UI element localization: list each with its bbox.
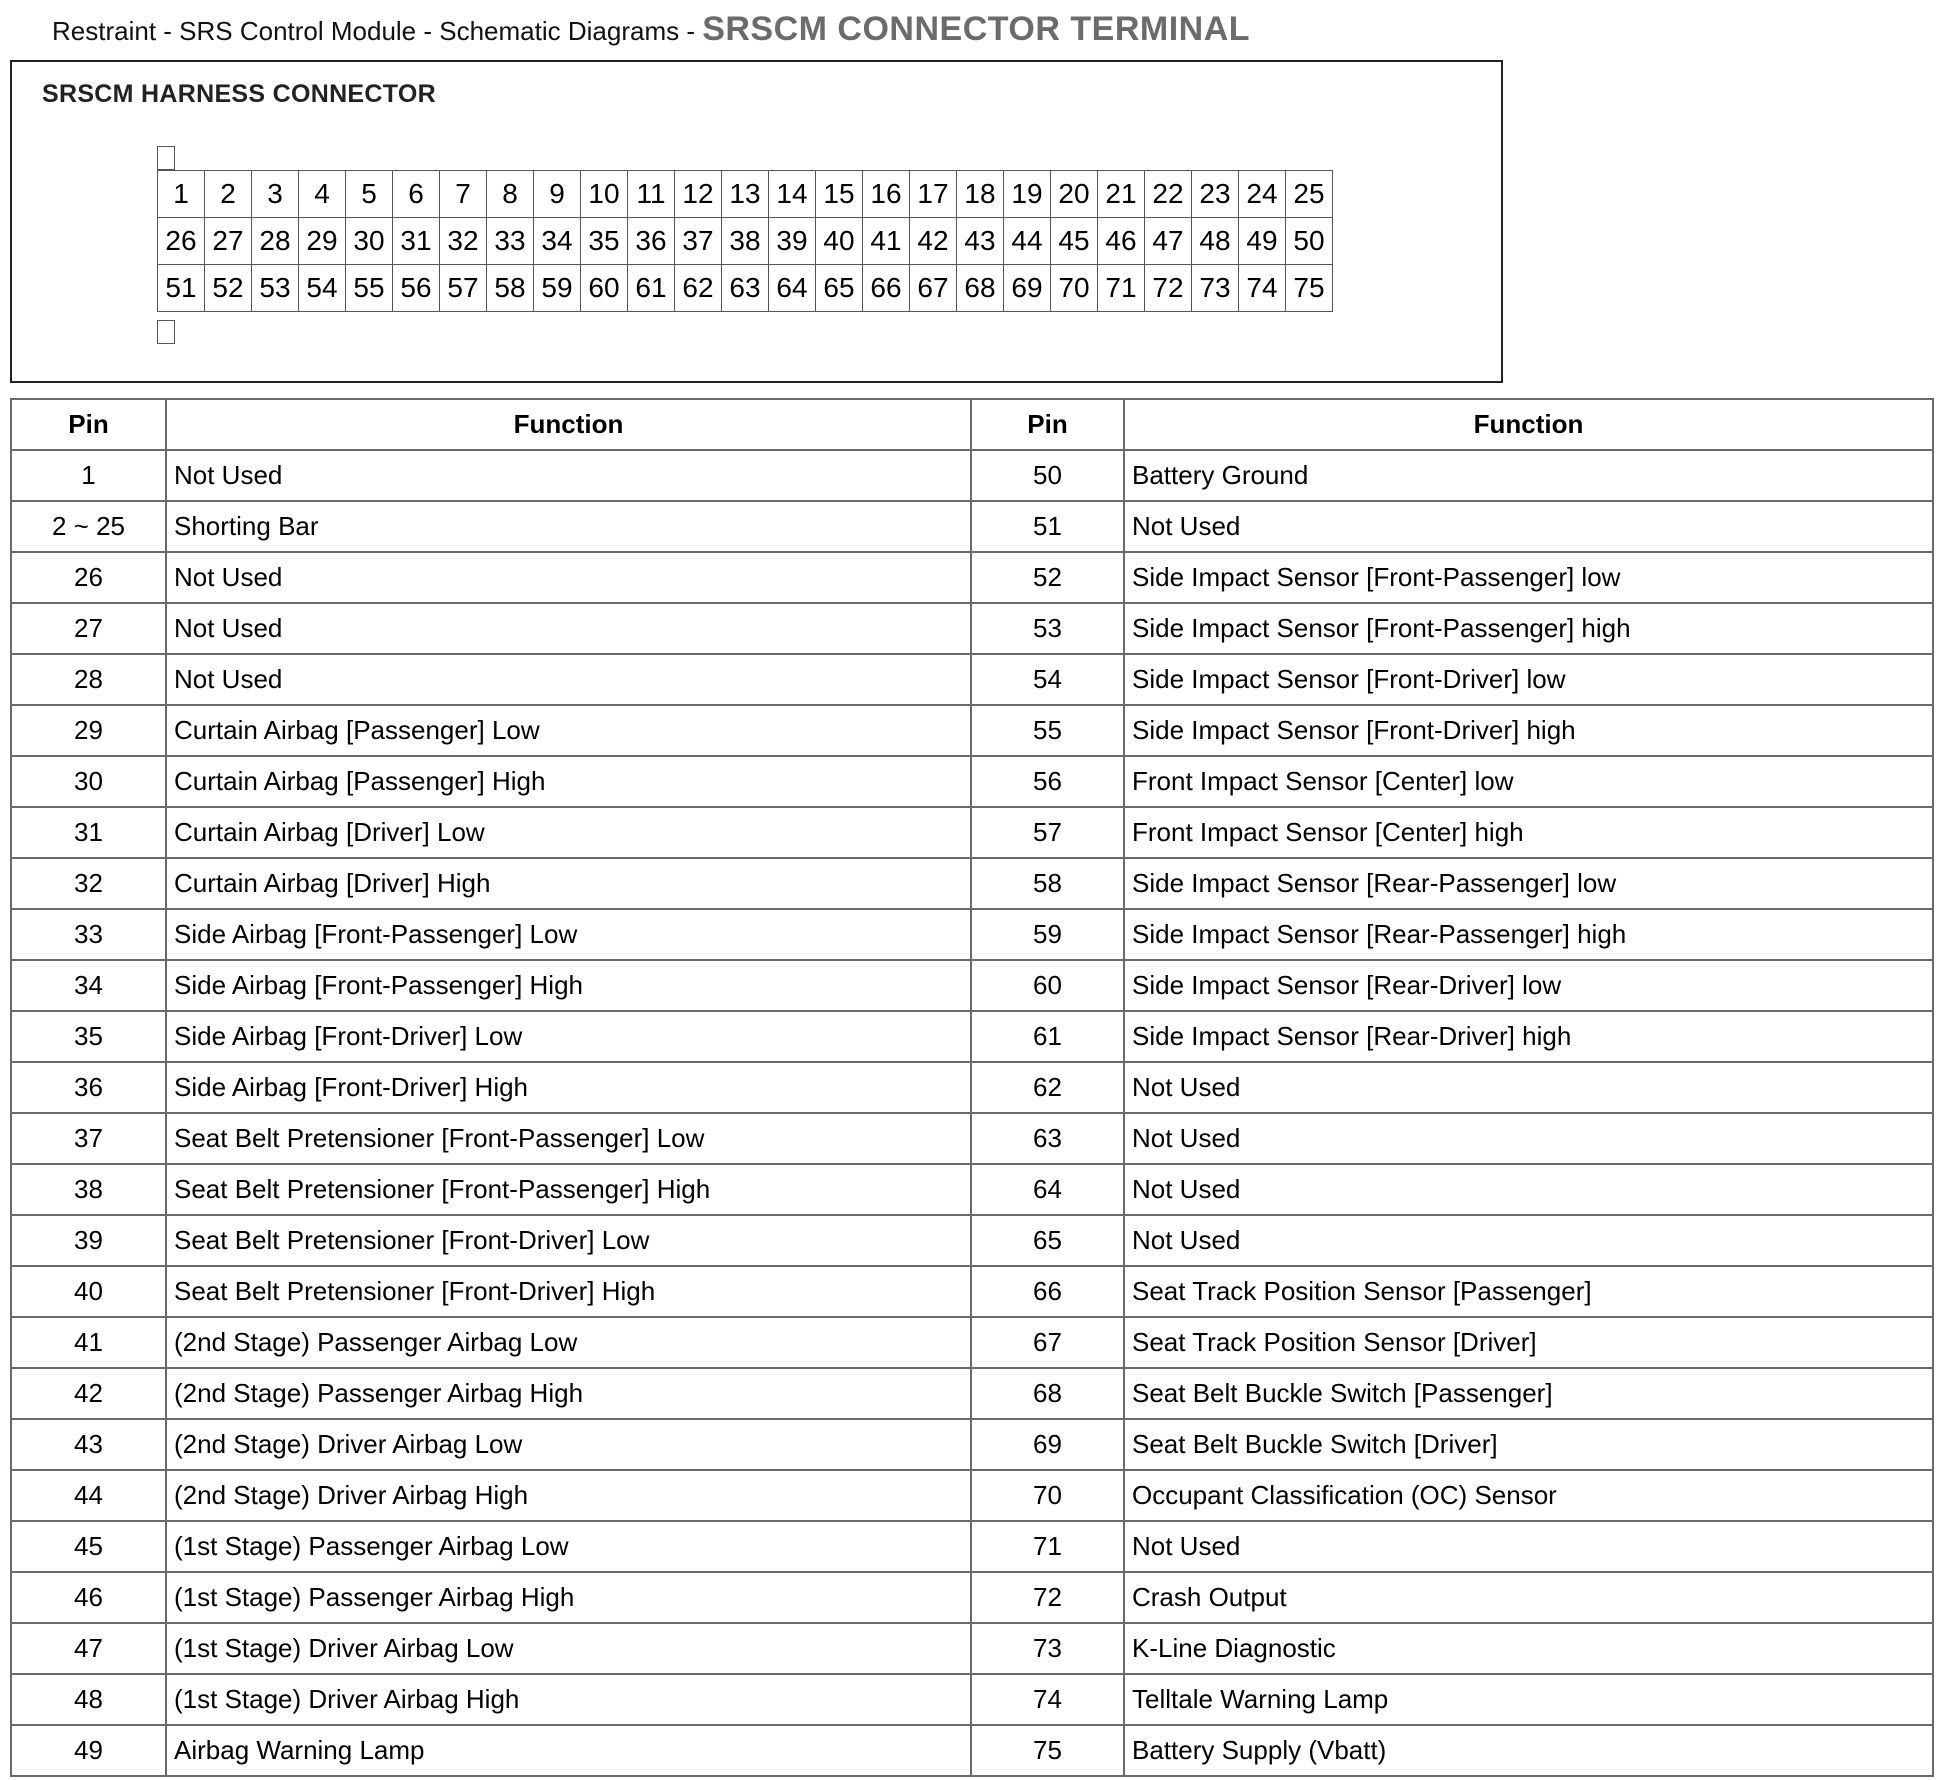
pin-number: 54 [971, 654, 1124, 705]
pin-function: Seat Belt Pretensioner [Front-Passenger] High [166, 1164, 971, 1215]
connector-pin: 31 [393, 218, 440, 265]
connector-pin: 8 [487, 171, 534, 218]
connector-pin: 4 [299, 171, 346, 218]
pin-number: 2 ~ 25 [11, 501, 166, 552]
pin-function-table [10, 398, 1934, 1777]
connector-pin-row [158, 171, 1333, 218]
column-header-pin: Pin [971, 399, 1124, 450]
pin-function: Telltale Warning Lamp [1124, 1674, 1933, 1725]
pin-function: (2nd Stage) Passenger Airbag Low [166, 1317, 971, 1368]
pin-number: 67 [971, 1317, 1124, 1368]
pin-function: Side Impact Sensor [Front-Passenger] high [1124, 603, 1933, 654]
connector-pin: 9 [534, 171, 581, 218]
pin-function: (2nd Stage) Passenger Airbag High [166, 1368, 971, 1419]
pin-number: 42 [11, 1368, 166, 1419]
pin-function: Side Impact Sensor [Rear-Passenger] low [1124, 858, 1933, 909]
pin-number: 72 [971, 1572, 1124, 1623]
table-row [11, 1725, 1933, 1776]
pin-function: Side Impact Sensor [Front-Driver] low [1124, 654, 1933, 705]
pin-number: 36 [11, 1062, 166, 1113]
column-header-function: Function [1124, 399, 1933, 450]
connector-pin: 67 [910, 265, 957, 312]
pin-function: Side Impact Sensor [Rear-Driver] high [1124, 1011, 1933, 1062]
table-row [11, 1521, 1933, 1572]
pin-function: Side Impact Sensor [Rear-Passenger] high [1124, 909, 1933, 960]
table-row [11, 1572, 1933, 1623]
connector-pin: 57 [440, 265, 487, 312]
table-row [11, 858, 1933, 909]
connector-pin: 44 [1004, 218, 1051, 265]
connector-pin: 53 [252, 265, 299, 312]
connector-pin: 66 [863, 265, 910, 312]
connector-pin: 54 [299, 265, 346, 312]
connector-pin: 6 [393, 171, 440, 218]
pin-number: 58 [971, 858, 1124, 909]
pin-function: Occupant Classification (OC) Sensor [1124, 1470, 1933, 1521]
pin-number: 68 [971, 1368, 1124, 1419]
pin-function: Side Airbag [Front-Passenger] Low [166, 909, 971, 960]
connector-pin: 59 [534, 265, 581, 312]
page-header [52, 10, 1250, 49]
connector-pin: 46 [1098, 218, 1145, 265]
pin-function: (2nd Stage) Driver Airbag High [166, 1470, 971, 1521]
connector-pin: 58 [487, 265, 534, 312]
table-row [11, 1113, 1933, 1164]
pin-function: Front Impact Sensor [Center] low [1124, 756, 1933, 807]
pin-number: 73 [971, 1623, 1124, 1674]
pin-function: Front Impact Sensor [Center] high [1124, 807, 1933, 858]
pin-number: 34 [11, 960, 166, 1011]
column-header-pin: Pin [11, 399, 166, 450]
connector-pin: 52 [205, 265, 252, 312]
connector-pin: 5 [346, 171, 393, 218]
table-row [11, 1317, 1933, 1368]
pin-function: Crash Output [1124, 1572, 1933, 1623]
connector-pin: 3 [252, 171, 299, 218]
connector-pin: 28 [252, 218, 299, 265]
table-row [11, 1368, 1933, 1419]
pin-function: Not Used [1124, 1113, 1933, 1164]
connector-pin: 61 [628, 265, 675, 312]
connector-pin: 41 [863, 218, 910, 265]
pin-function: Not Used [1124, 1062, 1933, 1113]
connector-pin: 10 [581, 171, 628, 218]
pin-function: K-Line Diagnostic [1124, 1623, 1933, 1674]
pin-number: 52 [971, 552, 1124, 603]
connector-pin: 42 [910, 218, 957, 265]
pin-function: Seat Track Position Sensor [Passenger] [1124, 1266, 1933, 1317]
connector-pin: 33 [487, 218, 534, 265]
pin-function: Side Impact Sensor [Front-Passenger] low [1124, 552, 1933, 603]
connector-pin: 30 [346, 218, 393, 265]
table-row [11, 1419, 1933, 1470]
pin-number: 33 [11, 909, 166, 960]
pin-number: 69 [971, 1419, 1124, 1470]
table-row [11, 960, 1933, 1011]
pin-number: 37 [11, 1113, 166, 1164]
connector-pin: 40 [816, 218, 863, 265]
connector-pin: 60 [581, 265, 628, 312]
connector-pin: 45 [1051, 218, 1098, 265]
connector-pin: 20 [1051, 171, 1098, 218]
table-row [11, 756, 1933, 807]
table-row [11, 1062, 1933, 1113]
pin-number: 65 [971, 1215, 1124, 1266]
pin-function: Seat Belt Pretensioner [Front-Driver] Low [166, 1215, 971, 1266]
connector-pin: 48 [1192, 218, 1239, 265]
pin-function: Side Impact Sensor [Front-Driver] high [1124, 705, 1933, 756]
pin-function: Not Used [166, 552, 971, 603]
connector-pin: 49 [1239, 218, 1286, 265]
pin-number: 50 [971, 450, 1124, 501]
pin-number: 35 [11, 1011, 166, 1062]
pin-function: Battery Ground [1124, 450, 1933, 501]
pin-number: 1 [11, 450, 166, 501]
table-row [11, 1164, 1933, 1215]
pin-number: 60 [971, 960, 1124, 1011]
pin-number: 30 [11, 756, 166, 807]
connector-pin: 43 [957, 218, 1004, 265]
pin-function: Not Used [1124, 501, 1933, 552]
pin-function: Airbag Warning Lamp [166, 1725, 971, 1776]
connector-pin: 14 [769, 171, 816, 218]
page-title: SRSCM CONNECTOR TERMINAL [702, 10, 1251, 48]
connector-pin: 50 [1286, 218, 1333, 265]
connector-pin: 51 [158, 265, 205, 312]
connector-pin: 35 [581, 218, 628, 265]
table-row [11, 1266, 1933, 1317]
pin-number: 48 [11, 1674, 166, 1725]
pin-number: 59 [971, 909, 1124, 960]
pin-function: Not Used [166, 603, 971, 654]
pin-function: (1st Stage) Passenger Airbag Low [166, 1521, 971, 1572]
connector-pin: 19 [1004, 171, 1051, 218]
connector-pin: 2 [205, 171, 252, 218]
connector-pin: 36 [628, 218, 675, 265]
pin-function: Curtain Airbag [Driver] Low [166, 807, 971, 858]
connector-pin: 72 [1145, 265, 1192, 312]
pin-number: 53 [971, 603, 1124, 654]
pin-number: 57 [971, 807, 1124, 858]
connector-pin: 16 [863, 171, 910, 218]
pin-number: 29 [11, 705, 166, 756]
connector-pin: 62 [675, 265, 722, 312]
table-row [11, 807, 1933, 858]
pin-function: Side Airbag [Front-Passenger] High [166, 960, 971, 1011]
pin-number: 26 [11, 552, 166, 603]
pin-number: 70 [971, 1470, 1124, 1521]
pin-number: 51 [971, 501, 1124, 552]
pin-function: Not Used [1124, 1215, 1933, 1266]
connector-pin: 55 [346, 265, 393, 312]
pin-number: 64 [971, 1164, 1124, 1215]
connector-latch-top [157, 146, 175, 170]
connector-pin: 34 [534, 218, 581, 265]
connector-pin: 1 [158, 171, 205, 218]
pin-function: Seat Belt Pretensioner [Front-Passenger] Low [166, 1113, 971, 1164]
connector-label: SRSCM HARNESS CONNECTOR [42, 80, 436, 108]
table-row [11, 1674, 1933, 1725]
pin-number: 44 [11, 1470, 166, 1521]
connector-diagram-panel [10, 60, 1503, 383]
table-row [11, 603, 1933, 654]
pin-function: Seat Belt Pretensioner [Front-Driver] High [166, 1266, 971, 1317]
connector-pin: 23 [1192, 171, 1239, 218]
connector-pin: 29 [299, 218, 346, 265]
connector-pin: 65 [816, 265, 863, 312]
pin-number: 74 [971, 1674, 1124, 1725]
pin-number: 62 [971, 1062, 1124, 1113]
connector-pin: 71 [1098, 265, 1145, 312]
connector-pin: 64 [769, 265, 816, 312]
connector-pin: 47 [1145, 218, 1192, 265]
pin-number: 61 [971, 1011, 1124, 1062]
pin-number: 43 [11, 1419, 166, 1470]
connector-pin: 13 [722, 171, 769, 218]
connector-pin: 22 [1145, 171, 1192, 218]
pin-number: 47 [11, 1623, 166, 1674]
table-row [11, 909, 1933, 960]
pin-function: Battery Supply (Vbatt) [1124, 1725, 1933, 1776]
pin-function: Not Used [1124, 1521, 1933, 1572]
table-row [11, 1623, 1933, 1674]
connector-pin: 32 [440, 218, 487, 265]
pin-function: Curtain Airbag [Passenger] High [166, 756, 971, 807]
connector-pin: 70 [1051, 265, 1098, 312]
connector-pin: 75 [1286, 265, 1333, 312]
connector-pin: 73 [1192, 265, 1239, 312]
connector-pin: 11 [628, 171, 675, 218]
pin-number: 45 [11, 1521, 166, 1572]
pin-number: 71 [971, 1521, 1124, 1572]
table-row [11, 654, 1933, 705]
pin-function: (1st Stage) Driver Airbag Low [166, 1623, 971, 1674]
connector-latch-bottom [157, 320, 175, 344]
pin-number: 39 [11, 1215, 166, 1266]
pin-function: Not Used [166, 450, 971, 501]
pin-number: 40 [11, 1266, 166, 1317]
pin-function: Not Used [1124, 1164, 1933, 1215]
pin-function: Seat Belt Buckle Switch [Driver] [1124, 1419, 1933, 1470]
pin-number: 49 [11, 1725, 166, 1776]
pin-number: 31 [11, 807, 166, 858]
connector-pin: 7 [440, 171, 487, 218]
connector-pin: 18 [957, 171, 1004, 218]
pin-function: Curtain Airbag [Passenger] Low [166, 705, 971, 756]
column-header-function: Function [166, 399, 971, 450]
connector-pin: 63 [722, 265, 769, 312]
connector-pin: 39 [769, 218, 816, 265]
table-row [11, 1215, 1933, 1266]
table-row [11, 450, 1933, 501]
table-row [11, 501, 1933, 552]
connector-pin: 27 [205, 218, 252, 265]
pin-number: 32 [11, 858, 166, 909]
table-row [11, 1011, 1933, 1062]
connector-pin-row [158, 218, 1333, 265]
connector-pin: 69 [1004, 265, 1051, 312]
connector-pin: 38 [722, 218, 769, 265]
pin-number: 27 [11, 603, 166, 654]
table-row [11, 552, 1933, 603]
breadcrumb: Restraint - SRS Control Module - Schematic Diagrams - [52, 16, 703, 46]
pin-number: 56 [971, 756, 1124, 807]
pin-function: Shorting Bar [166, 501, 971, 552]
connector-pin: 15 [816, 171, 863, 218]
connector-pin: 37 [675, 218, 722, 265]
pin-number: 75 [971, 1725, 1124, 1776]
pin-function: (1st Stage) Driver Airbag High [166, 1674, 971, 1725]
connector-pin: 68 [957, 265, 1004, 312]
connector-pin-row [158, 265, 1333, 312]
pin-number: 28 [11, 654, 166, 705]
pin-function: Not Used [166, 654, 971, 705]
connector-pin: 24 [1239, 171, 1286, 218]
connector-pin-grid [157, 170, 1333, 312]
connector-pin: 21 [1098, 171, 1145, 218]
connector-pin: 74 [1239, 265, 1286, 312]
pin-function: Seat Track Position Sensor [Driver] [1124, 1317, 1933, 1368]
table-row [11, 1470, 1933, 1521]
pin-function: (1st Stage) Passenger Airbag High [166, 1572, 971, 1623]
connector-pin: 17 [910, 171, 957, 218]
pin-function: Side Impact Sensor [Rear-Driver] low [1124, 960, 1933, 1011]
connector-pin: 25 [1286, 171, 1333, 218]
connector-pin: 12 [675, 171, 722, 218]
connector-pin: 56 [393, 265, 440, 312]
connector-pin: 26 [158, 218, 205, 265]
pin-number: 46 [11, 1572, 166, 1623]
table-row [11, 705, 1933, 756]
pin-number: 63 [971, 1113, 1124, 1164]
pin-function: (2nd Stage) Driver Airbag Low [166, 1419, 971, 1470]
pin-number: 55 [971, 705, 1124, 756]
pin-function: Side Airbag [Front-Driver] High [166, 1062, 971, 1113]
pin-number: 41 [11, 1317, 166, 1368]
pin-number: 38 [11, 1164, 166, 1215]
table-header-row [11, 399, 1933, 450]
pin-function: Seat Belt Buckle Switch [Passenger] [1124, 1368, 1933, 1419]
pin-function: Side Airbag [Front-Driver] Low [166, 1011, 971, 1062]
pin-function: Curtain Airbag [Driver] High [166, 858, 971, 909]
pin-number: 66 [971, 1266, 1124, 1317]
